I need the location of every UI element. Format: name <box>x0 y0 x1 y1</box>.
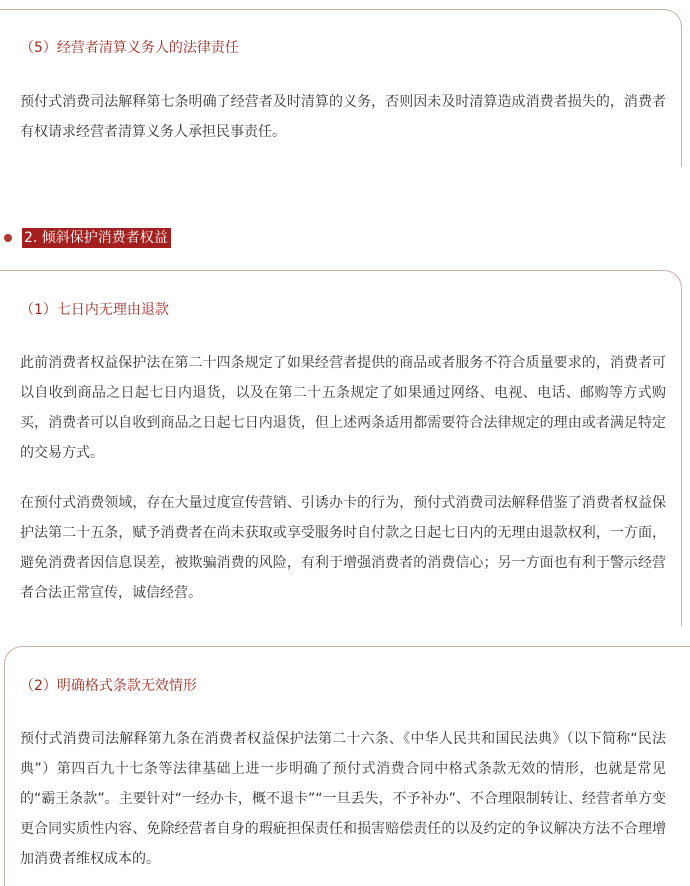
subsection-heading: （1）七日内无理由退款 <box>20 302 169 318</box>
section-title-label: 2. 倾斜保护消费者权益 <box>22 228 171 248</box>
body-paragraph: 预付式消费司法解释第九条在消费者权益保护法第二十六条、《中华人民共和国民法典》（以下简称“民法典”）第四百九十七条等法律基础上进一步明确了预付式消费合同中格式条款无效的情形，也就是常见的“霸王条款”。主要针对“一经办卡，概不退卡”“一旦丢失，不予补办”、不合理限制转让、经营者单方变更合同实质性内容、免除经营者自身的瑕疵担保责任和损害赔偿责任的以及约定的争议解决方法不合理增加消费者维权成本的。 <box>20 731 666 867</box>
subsection-heading: （5）经营者清算义务人的法律责任 <box>20 40 239 56</box>
bullet-dot-icon <box>4 234 12 242</box>
body-paragraph: 在预付式消费领域，存在大量过度宣传营销、引诱办卡的行为，预付式消费司法解释借鉴了消费者权益保护法第二十五条，赋予消费者在尚未获取或享受服务时自付款之日起七日内的无理由退款权利，一方面，避免消费者因信息误差，被欺骗消费的风险，有利于增强消费者的消费信心；另一方面也有利于警示经营者合法正常宣传，诚信经营。 <box>20 495 666 601</box>
body-paragraph: 此前消费者权益保护法在第二十四条规定了如果经营者提供的商品或者服务不符合质量要求的，消费者可以自收到商品之日起七日内退货，以及在第二十五条规定了如果通过网络、电视、电话、邮购等方式购买，消费者可以自收到商品之日起七日内退货，但上述两条适用都需要符合法律规定的理由或者满足特定的交易方式。 <box>20 355 666 461</box>
subsection-heading: （2）明确格式条款无效情形 <box>20 678 197 694</box>
body-paragraph: 预付式消费司法解释第七条明确了经营者及时清算的义务，否则因未及时清算造成消费者损失的，消费者有权请求经营者清算义务人承担民事责任。 <box>20 94 666 140</box>
section-title <box>4 228 171 248</box>
